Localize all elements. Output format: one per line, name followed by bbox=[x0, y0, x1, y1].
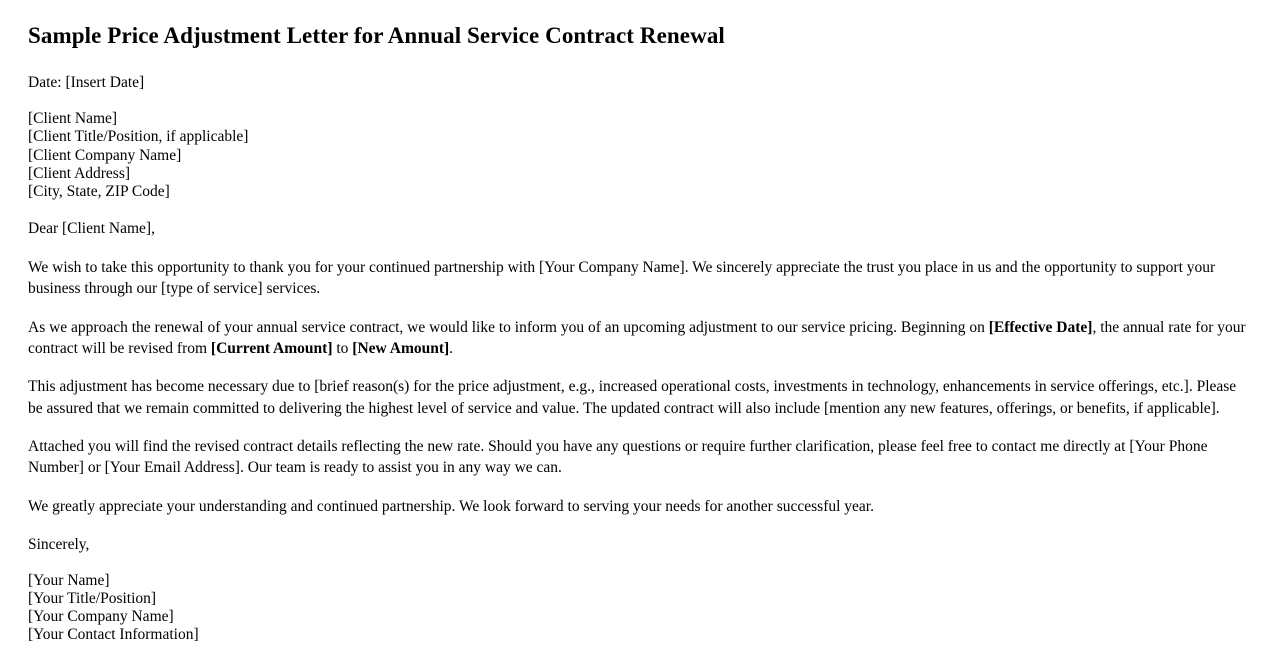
salutation: Dear [Client Name], bbox=[28, 220, 155, 238]
recipient-line: [Client Company Name] bbox=[28, 146, 182, 164]
recipient-line: [Client Title/Position, if applicable] bbox=[28, 128, 249, 146]
date-line: Date: [Insert Date] bbox=[28, 73, 145, 91]
recipient-line: [Client Address] bbox=[28, 164, 131, 182]
effective-date-placeholder: [Effective Date] bbox=[988, 318, 1093, 336]
body-paragraph-5: We greatly appreciate your understanding and continued partnership. We look forward to serving your needs for another successful year. bbox=[28, 497, 874, 515]
recipient-address-block bbox=[28, 110, 1246, 201]
signature-line: [Your Company Name] bbox=[28, 608, 174, 626]
body-paragraph-3: This adjustment has become necessary due to [brief reason(s) for the price adjustment, e.g., increased operational costs, investments in technology, enhancements in service offerings, etc.]. Please be assured that we remain committed to delivering the highest level of service and value. The updated contract will also include [mention any new features, offerings, or benefits, if applicable]. bbox=[28, 378, 1237, 417]
paragraph-2-text-4: . bbox=[449, 339, 454, 357]
page-title: Sample Price Adjustment Letter for Annual Service Contract Renewal bbox=[28, 23, 725, 48]
recipient-line: [Client Name] bbox=[28, 109, 118, 127]
body-paragraph-4: Attached you will find the revised contract details reflecting the new rate. Should you have any questions or require further clarification, please feel free to contact me directly at [Your Phone Number] or [Your Email Address]. Our team is ready to assist you in any way we can. bbox=[28, 438, 1208, 477]
signature-line: [Your Title/Position] bbox=[28, 589, 157, 607]
paragraph-2-text-2: , the annual rate for your contract will be revised from bbox=[28, 318, 1246, 357]
current-amount-placeholder: [Current Amount] bbox=[210, 339, 333, 357]
recipient-line: [City, State, ZIP Code] bbox=[28, 183, 170, 201]
signature-line: [Your Name] bbox=[28, 571, 110, 589]
body-paragraph-1: We wish to take this opportunity to thank you for your continued partnership with [Your Company Name]. We sincerely appreciate the trust you place in us and the opportunity to support your business through our [type of service] services. bbox=[28, 258, 1216, 298]
paragraph-2-text-3: to bbox=[332, 339, 353, 357]
new-amount-placeholder: [New Amount] bbox=[352, 339, 450, 357]
paragraph-2-text-1: As we approach the renewal of your annual service contract, we would like to inform you of an upcoming adjustment to our service pricing. Beginning on bbox=[28, 318, 989, 336]
signature-line: [Your Contact Information] bbox=[28, 626, 199, 644]
body-paragraph-2 bbox=[28, 317, 1246, 360]
closing-line: Sincerely, bbox=[28, 536, 90, 554]
signature-block bbox=[28, 572, 1246, 645]
